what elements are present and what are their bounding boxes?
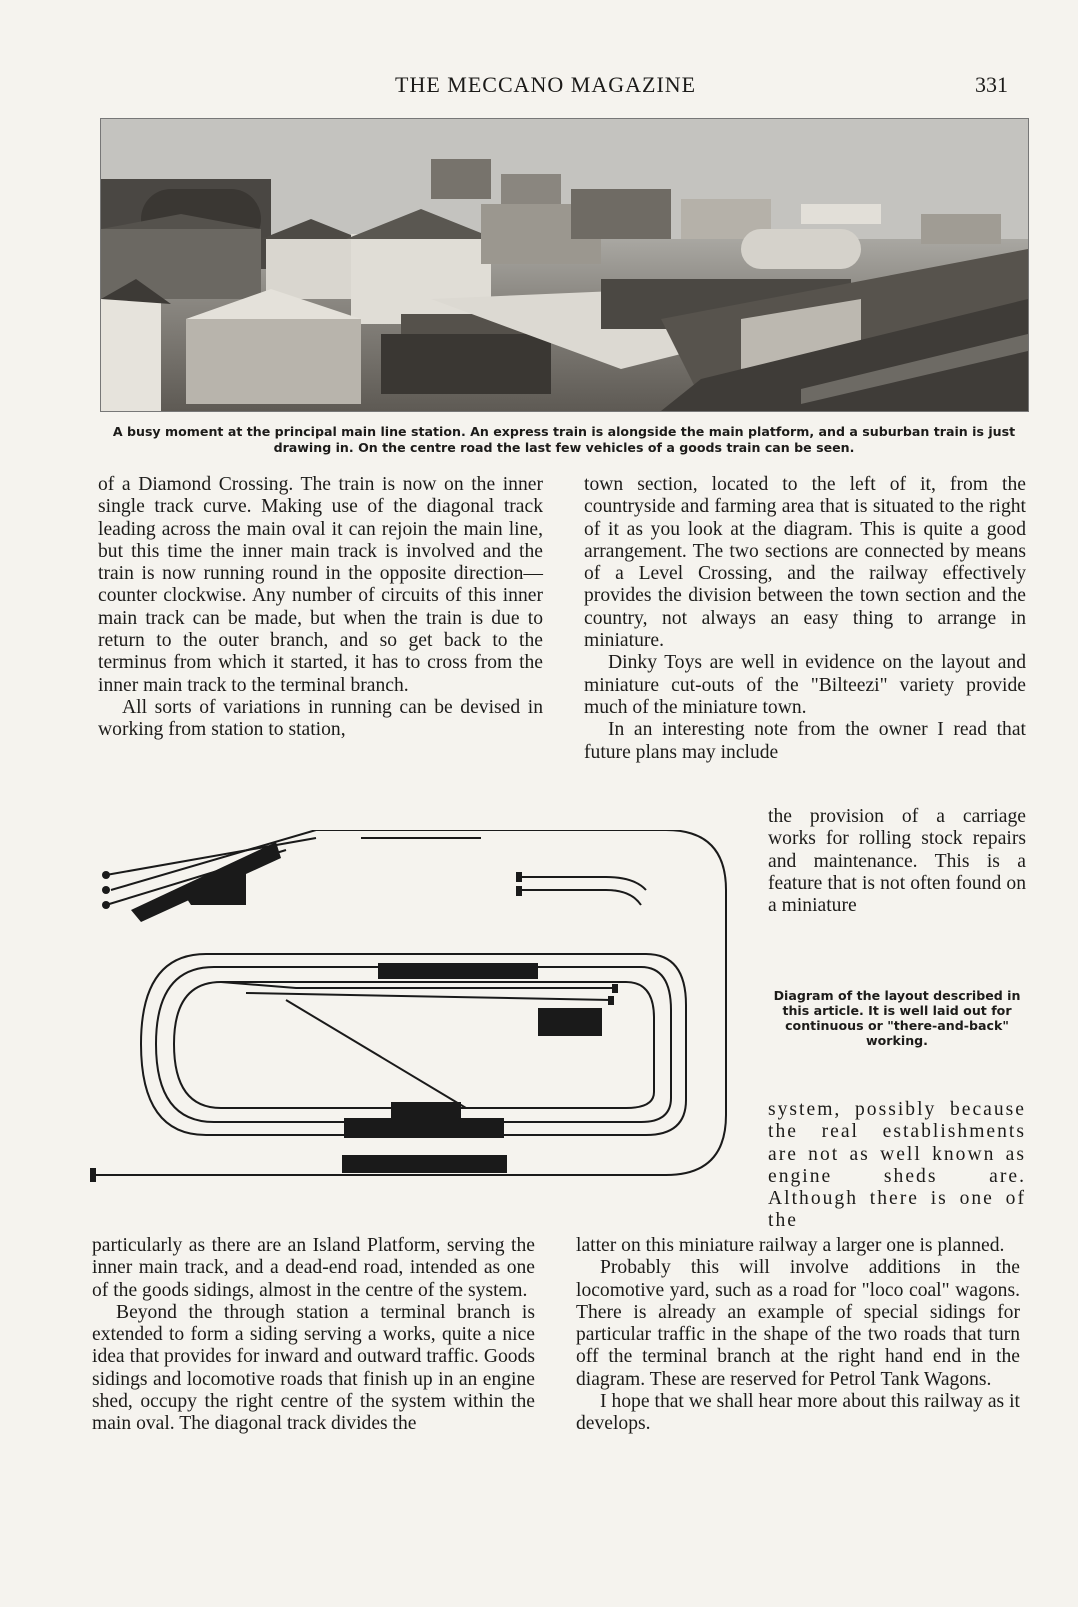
terminus-siding bbox=[106, 838, 316, 875]
column-right-wrap-2 bbox=[768, 1099, 1026, 1233]
buffer-stop bbox=[102, 886, 110, 894]
page-number: 331 bbox=[975, 72, 1008, 97]
buffer-stop bbox=[102, 871, 110, 879]
inner-main-track bbox=[174, 982, 654, 1108]
paragraph: I hope that we shall hear more about this railway as it develops. bbox=[576, 1391, 1020, 1435]
column-right-top bbox=[584, 474, 1026, 764]
column-left-top bbox=[98, 474, 543, 742]
buffer-stop bbox=[102, 901, 110, 909]
column-left-bottom bbox=[92, 1235, 535, 1436]
paragraph: system, possibly because the real establishments are not as well known as engine sheds are. Although there is one of the bbox=[768, 1099, 1026, 1232]
paragraph: In an interesting note from the owner I read that future plans may include bbox=[584, 719, 1026, 763]
buffer-stop bbox=[608, 996, 614, 1005]
works-siding bbox=[520, 890, 641, 905]
column-right-bottom bbox=[576, 1235, 1020, 1436]
diagram-caption: Diagram of the layout described in this article. It is well laid out for continuous or "there-and-back" working. bbox=[773, 988, 1021, 1048]
engine-shed bbox=[538, 1008, 602, 1036]
buffer-stop bbox=[612, 984, 618, 993]
paragraph: particularly as there are an Island Platform, serving the inner main track, and a dead-end road, intended as one of the goods sidings, almost in the centre of the system. bbox=[92, 1235, 535, 1301]
station-platform bbox=[344, 1118, 504, 1138]
magazine-title: THE MECCANO MAGAZINE bbox=[395, 72, 697, 97]
paragraph: latter on this miniature railway a larger one is planned. bbox=[576, 1235, 1005, 1256]
terminus-platform bbox=[131, 842, 281, 922]
diagonal-track bbox=[286, 1000, 466, 1108]
main-platform bbox=[378, 963, 538, 979]
paragraph: the provision of a carriage works for rolling stock repairs and maintenance. This is a feature that is not often found on a miniature bbox=[768, 806, 1026, 917]
buffer-stop bbox=[516, 886, 522, 896]
photo-caption: A busy moment at the principal main line station. An express train is alongside the main platform, and a suburban train is just drawing in. On the centre road the last few vehicles of a goods train can be seen. bbox=[112, 424, 1016, 455]
paragraph: All sorts of variations in running can be devised in working from station to station, bbox=[98, 696, 543, 741]
paragraph: Dinky Toys are well in evidence on the layout and miniature cut-outs of the "Bilteezi" variety provide much of the miniature town. bbox=[584, 652, 1026, 718]
through-platform bbox=[342, 1155, 507, 1173]
page-header bbox=[0, 72, 1078, 102]
buffer-stop bbox=[90, 1168, 96, 1182]
paragraph: town section, located to the left of it, from the countryside and farming area that is situated to the right of it as you look at the diagram. This is quite a good arrangement. The two sections are connected by means of a Level Crossing, and the railway effectively provides the division between the town section and the country, not always an easy thing to arrange in miniature. bbox=[584, 474, 1026, 652]
buffer-stop bbox=[516, 872, 522, 882]
column-right-wrap-1 bbox=[768, 806, 1026, 917]
station-photo bbox=[100, 118, 1029, 412]
middle-main-track bbox=[156, 967, 671, 1122]
paragraph: of a Diamond Crossing. The train is now on the inner single track curve. Making use of the diagonal track leading across the main oval it can rejoin the main line, but this time the inner main track is involved and the train is now running round in the opposite direction—counter clockwise. Any number of circuits of this inner main track can be made, but when the train is due to return to the outer branch, and so get back to the terminus from which it started, it has to cross from the inner main track to the terminal branch. bbox=[98, 474, 543, 696]
goods-siding bbox=[246, 993, 611, 1000]
paragraph: Beyond the through station a terminal branch is extended to form a siding serving a works, quite a nice idea that provides for inward and outward traffic. Goods sidings and locomotive roads that finish up in an engine shed, occupy the right centre of the system within the main oval. The diagonal track divides the bbox=[92, 1301, 535, 1435]
works-siding bbox=[520, 877, 646, 890]
layout-diagram bbox=[86, 830, 758, 1210]
paragraph: Probably this will involve additions in the locomotive yard, such as a road for "loco coal" wagons. There is already an example of special sidings for particular traffic in the shape of the two roads that turn off the terminal branch at the right hand end in the diagram. These are reserved for Petrol Tank Wagons. bbox=[576, 1257, 1020, 1390]
